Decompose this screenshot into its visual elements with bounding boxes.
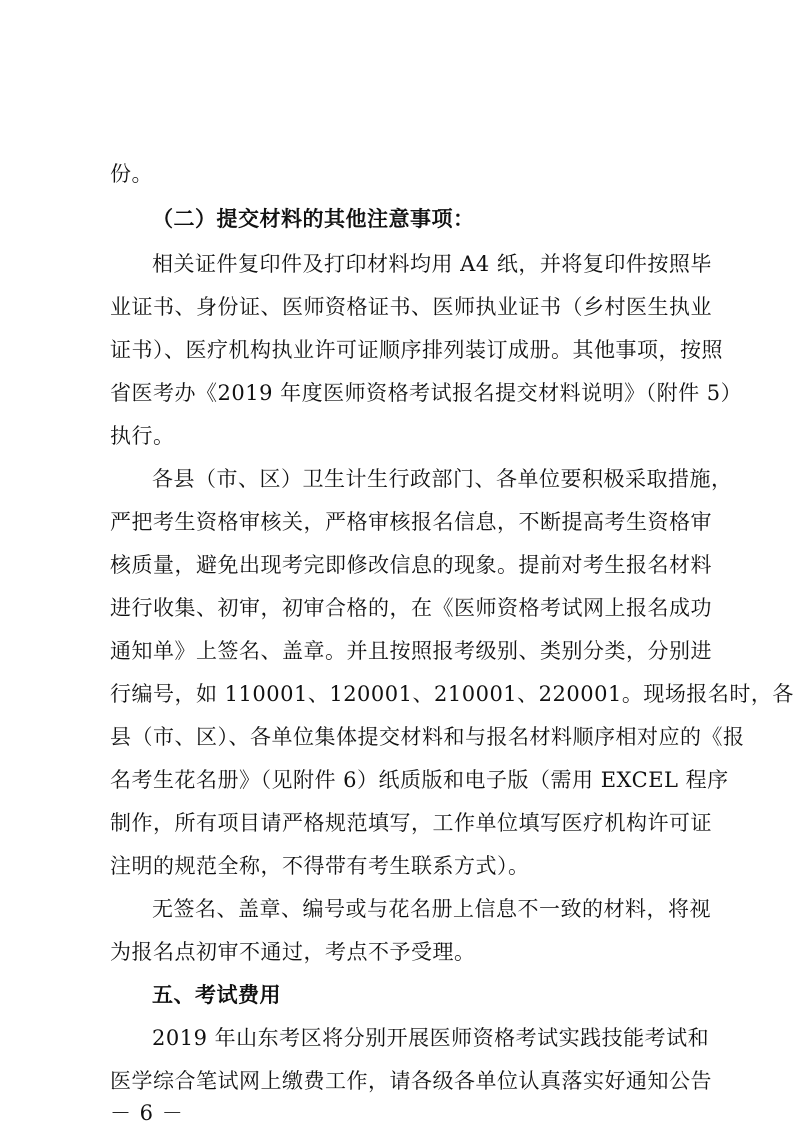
- paragraph-line: 证书）、医疗机构执业许可证顺序排列装订成册。其他事项，按照: [110, 338, 723, 362]
- paragraph-line: 进行收集、初审，初审合格的，在《医师资格考试网上报名成功: [110, 596, 712, 620]
- paragraph-line: 核质量，避免出现考完即修改信息的现象。提前对考生报名材料: [110, 553, 712, 577]
- paragraph-line: 严把考生资格审核关，严格审核报名信息，不断提高考生资格审: [110, 510, 712, 534]
- paragraph-line: 各县（市、区）卫生计生行政部门、各单位要积极采取措施，: [152, 467, 733, 491]
- paragraph-line: 制作，所有项目请严格规范填写，工作单位填写医疗机构许可证: [110, 811, 712, 835]
- paragraph-line: 注明的规范全称，不得带有考生联系方式）。: [110, 854, 530, 878]
- paragraph-line: 医学综合笔试网上缴费工作，请各级各单位认真落实好通知公告: [110, 1069, 712, 1093]
- paragraph-line: 为报名点初审不通过，考点不予受理。: [110, 940, 476, 964]
- section-heading: （二）提交材料的其他注意事项：: [152, 206, 475, 231]
- section-heading: 五、考试费用: [152, 982, 281, 1007]
- paragraph-line: 行编号，如 110001、120001、210001、220001。现场报名时，各: [110, 682, 794, 706]
- paragraph-line: 县（市、区）、各单位集体提交材料和与报名材料顺序相对应的《报: [110, 725, 745, 749]
- paragraph-line: 通知单》上签名、盖章。并且按照报考级别、类别分类，分别进: [110, 639, 712, 663]
- paragraph-line: 2019 年山东考区将分别开展医师资格考试实践技能考试和: [152, 1026, 710, 1050]
- paragraph-line: 省医考办《2019 年度医师资格考试报名提交材料说明》（附件 5）: [110, 381, 743, 405]
- paragraph-line: 无签名、盖章、编号或与花名册上信息不一致的材料，将视: [152, 897, 711, 921]
- paragraph-line: 份。: [110, 162, 153, 186]
- paragraph-line: 执行。: [110, 424, 175, 448]
- paragraph-line: 相关证件复印件及打印材料均用 A4 纸，并将复印件按照毕: [152, 252, 712, 276]
- paragraph-line: 业证书、身份证、医师资格证书、医师执业证书（乡村医生执业: [110, 295, 712, 319]
- paragraph-line: 名考生花名册》（见附件 6）纸质版和电子版（需用 EXCEL 程序: [110, 768, 729, 792]
- page-number: － 6 －: [110, 1101, 184, 1125]
